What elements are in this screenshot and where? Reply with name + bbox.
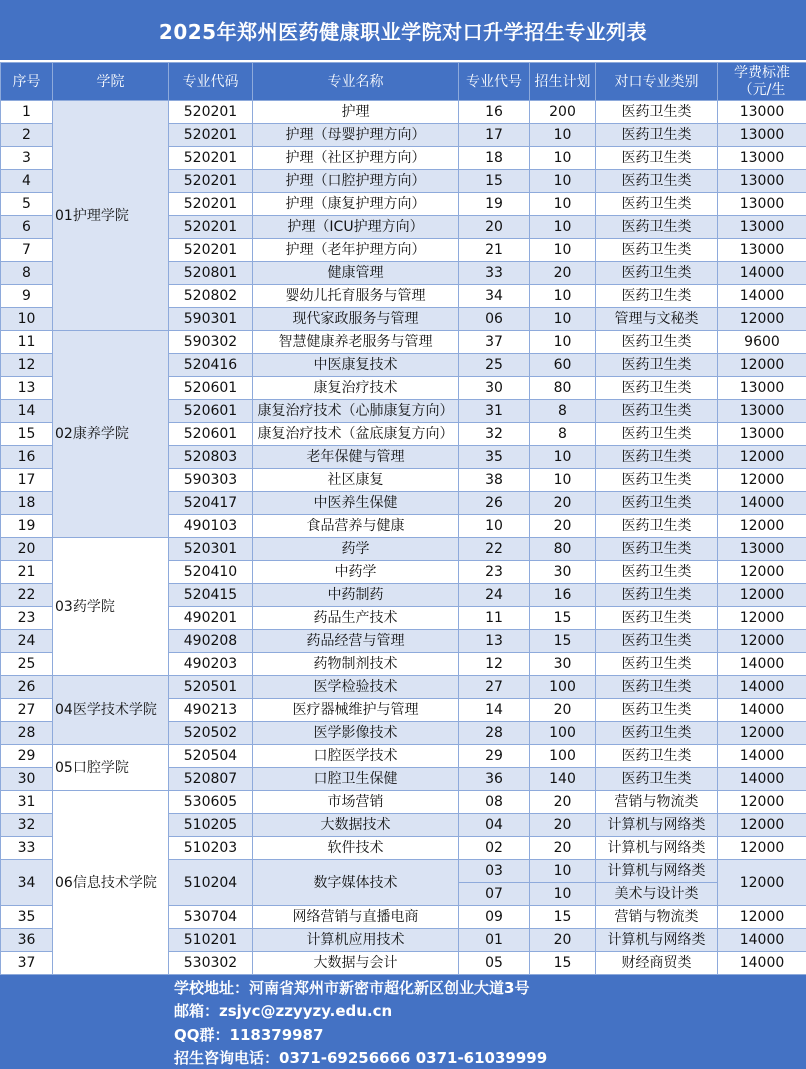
tuition: 13000 <box>718 124 806 147</box>
major-category: 医药卫生类 <box>596 423 718 446</box>
major-number: 29 <box>459 745 530 768</box>
row-index: 11 <box>1 331 53 354</box>
row-index: 19 <box>1 515 53 538</box>
major-name: 护理（老年护理方向） <box>253 239 459 262</box>
header-major-number: 专业代号 <box>459 63 530 101</box>
row-index: 3 <box>1 147 53 170</box>
major-category: 计算机与网络类 <box>596 860 718 883</box>
tuition: 13000 <box>718 193 806 216</box>
college-name: 04医学技术学院 <box>53 676 169 745</box>
enrollment-plan: 10 <box>530 860 596 883</box>
table-row <box>1 791 806 814</box>
footer-phone: 招生咨询电话：0371-69256666 0371-61039999 <box>174 1049 548 1067</box>
tuition: 13000 <box>718 101 806 124</box>
header-tuition: 学费标准（元/生 <box>718 63 806 101</box>
row-index: 33 <box>1 837 53 860</box>
major-number: 18 <box>459 147 530 170</box>
major-category: 医药卫生类 <box>596 101 718 124</box>
college-name: 01护理学院 <box>53 101 169 331</box>
tuition: 12000 <box>718 561 806 584</box>
major-name: 护理（口腔护理方向） <box>253 170 459 193</box>
row-index: 37 <box>1 952 53 975</box>
row-index: 4 <box>1 170 53 193</box>
major-code: 510203 <box>169 837 253 860</box>
row-index: 17 <box>1 469 53 492</box>
major-code: 520201 <box>169 216 253 239</box>
major-category: 医药卫生类 <box>596 469 718 492</box>
row-index: 22 <box>1 584 53 607</box>
enrollment-plan: 20 <box>530 262 596 285</box>
major-name: 婴幼儿托育服务与管理 <box>253 285 459 308</box>
header-category: 对口专业类别 <box>596 63 718 101</box>
enrollment-plan: 20 <box>530 791 596 814</box>
major-code: 520601 <box>169 423 253 446</box>
tuition: 13000 <box>718 423 806 446</box>
major-code: 520504 <box>169 745 253 768</box>
row-index: 12 <box>1 354 53 377</box>
tuition: 14000 <box>718 492 806 515</box>
major-name: 中药学 <box>253 561 459 584</box>
row-index: 35 <box>1 906 53 929</box>
major-name: 现代家政服务与管理 <box>253 308 459 331</box>
enrollment-plan: 80 <box>530 538 596 561</box>
enrollment-plan: 100 <box>530 722 596 745</box>
major-category: 医药卫生类 <box>596 561 718 584</box>
row-index: 13 <box>1 377 53 400</box>
major-name: 市场营销 <box>253 791 459 814</box>
major-code: 520502 <box>169 722 253 745</box>
major-name: 口腔医学技术 <box>253 745 459 768</box>
tuition: 13000 <box>718 239 806 262</box>
row-index: 8 <box>1 262 53 285</box>
enrollment-plan: 15 <box>530 906 596 929</box>
major-category: 医药卫生类 <box>596 745 718 768</box>
footer-contact <box>0 975 806 1069</box>
major-number: 08 <box>459 791 530 814</box>
tuition: 14000 <box>718 676 806 699</box>
major-name: 医疗器械维护与管理 <box>253 699 459 722</box>
major-code: 520201 <box>169 193 253 216</box>
tuition: 12000 <box>718 814 806 837</box>
enrollment-plan: 20 <box>530 837 596 860</box>
row-index: 23 <box>1 607 53 630</box>
enrollment-plan: 100 <box>530 676 596 699</box>
row-index: 18 <box>1 492 53 515</box>
major-category: 医药卫生类 <box>596 699 718 722</box>
enrollment-plan: 8 <box>530 400 596 423</box>
enrollment-plan: 100 <box>530 745 596 768</box>
tuition: 14000 <box>718 745 806 768</box>
major-category: 医药卫生类 <box>596 262 718 285</box>
major-number: 37 <box>459 331 530 354</box>
major-number: 27 <box>459 676 530 699</box>
major-number: 22 <box>459 538 530 561</box>
major-code: 520201 <box>169 147 253 170</box>
row-index: 31 <box>1 791 53 814</box>
major-name: 医学检验技术 <box>253 676 459 699</box>
header-major-code: 专业代码 <box>169 63 253 101</box>
row-index: 24 <box>1 630 53 653</box>
major-name: 医学影像技术 <box>253 722 459 745</box>
enrollment-plan: 10 <box>530 308 596 331</box>
enrollment-plan: 20 <box>530 492 596 515</box>
tuition: 13000 <box>718 538 806 561</box>
row-index: 30 <box>1 768 53 791</box>
row-index: 1 <box>1 101 53 124</box>
tuition: 12000 <box>718 308 806 331</box>
major-code: 490213 <box>169 699 253 722</box>
major-name: 健康管理 <box>253 262 459 285</box>
major-code: 520501 <box>169 676 253 699</box>
major-category: 计算机与网络类 <box>596 814 718 837</box>
row-index: 14 <box>1 400 53 423</box>
major-code: 590301 <box>169 308 253 331</box>
major-category: 医药卫生类 <box>596 147 718 170</box>
major-category: 医药卫生类 <box>596 538 718 561</box>
major-number: 23 <box>459 561 530 584</box>
major-number: 13 <box>459 630 530 653</box>
major-category: 医药卫生类 <box>596 124 718 147</box>
table-row <box>1 745 806 768</box>
major-category: 医药卫生类 <box>596 170 718 193</box>
enrollment-plan: 20 <box>530 814 596 837</box>
row-index: 15 <box>1 423 53 446</box>
major-category: 营销与物流类 <box>596 906 718 929</box>
major-category: 医药卫生类 <box>596 630 718 653</box>
major-category: 医药卫生类 <box>596 193 718 216</box>
enrollment-plan: 20 <box>530 515 596 538</box>
tuition: 14000 <box>718 929 806 952</box>
major-category: 财经商贸类 <box>596 952 718 975</box>
major-number: 16 <box>459 101 530 124</box>
major-number: 24 <box>459 584 530 607</box>
footer-qq: QQ群：118379987 <box>174 1026 324 1044</box>
major-name: 护理（ICU护理方向） <box>253 216 459 239</box>
row-index: 6 <box>1 216 53 239</box>
enrollment-plan: 20 <box>530 929 596 952</box>
header-index: 序号 <box>1 63 53 101</box>
major-category: 医药卫生类 <box>596 515 718 538</box>
major-number: 21 <box>459 239 530 262</box>
college-name: 05口腔学院 <box>53 745 169 791</box>
major-number: 33 <box>459 262 530 285</box>
tuition: 13000 <box>718 147 806 170</box>
major-name: 智慧健康养老服务与管理 <box>253 331 459 354</box>
major-code: 520201 <box>169 170 253 193</box>
major-code: 520415 <box>169 584 253 607</box>
tuition: 12000 <box>718 446 806 469</box>
row-index: 9 <box>1 285 53 308</box>
major-number: 36 <box>459 768 530 791</box>
row-index: 21 <box>1 561 53 584</box>
major-name: 药学 <box>253 538 459 561</box>
tuition: 12000 <box>718 515 806 538</box>
major-category: 计算机与网络类 <box>596 837 718 860</box>
major-name: 食品营养与健康 <box>253 515 459 538</box>
major-code: 520201 <box>169 124 253 147</box>
major-number: 05 <box>459 952 530 975</box>
enrollment-plan: 30 <box>530 561 596 584</box>
major-category: 医药卫生类 <box>596 607 718 630</box>
row-index: 32 <box>1 814 53 837</box>
major-name: 老年保健与管理 <box>253 446 459 469</box>
major-number: 20 <box>459 216 530 239</box>
major-number: 04 <box>459 814 530 837</box>
enrollment-plan: 60 <box>530 354 596 377</box>
major-code: 520201 <box>169 239 253 262</box>
major-code: 590302 <box>169 331 253 354</box>
row-index: 7 <box>1 239 53 262</box>
row-index: 36 <box>1 929 53 952</box>
major-number: 15 <box>459 170 530 193</box>
major-name: 药物制剂技术 <box>253 653 459 676</box>
major-code: 520803 <box>169 446 253 469</box>
page-title: 2025年郑州医药健康职业学院对口升学招生专业列表 <box>0 0 806 60</box>
major-code: 490208 <box>169 630 253 653</box>
major-name: 软件技术 <box>253 837 459 860</box>
enrollment-plan: 10 <box>530 216 596 239</box>
major-code: 520410 <box>169 561 253 584</box>
major-code: 520601 <box>169 377 253 400</box>
row-index: 5 <box>1 193 53 216</box>
row-index: 25 <box>1 653 53 676</box>
table-row <box>1 538 806 561</box>
table-row <box>1 331 806 354</box>
enrollment-plan: 200 <box>530 101 596 124</box>
major-number: 32 <box>459 423 530 446</box>
major-number: 12 <box>459 653 530 676</box>
major-category: 医药卫生类 <box>596 676 718 699</box>
enrollment-plan: 20 <box>530 699 596 722</box>
row-index: 34 <box>1 860 53 906</box>
major-code: 510204 <box>169 860 253 906</box>
tuition: 13000 <box>718 170 806 193</box>
enrollment-plan: 10 <box>530 446 596 469</box>
enrollment-plan: 15 <box>530 607 596 630</box>
tuition: 14000 <box>718 768 806 791</box>
major-name: 大数据与会计 <box>253 952 459 975</box>
major-number: 38 <box>459 469 530 492</box>
major-name: 网络营销与直播电商 <box>253 906 459 929</box>
major-number: 17 <box>459 124 530 147</box>
major-code: 520601 <box>169 400 253 423</box>
major-number: 30 <box>459 377 530 400</box>
enrollment-plan: 10 <box>530 331 596 354</box>
enrollment-plan: 30 <box>530 653 596 676</box>
tuition: 14000 <box>718 952 806 975</box>
major-category: 医药卫生类 <box>596 722 718 745</box>
major-code: 530704 <box>169 906 253 929</box>
tuition: 12000 <box>718 791 806 814</box>
college-name: 02康养学院 <box>53 331 169 538</box>
major-number: 31 <box>459 400 530 423</box>
major-category: 医药卫生类 <box>596 400 718 423</box>
major-name: 护理（康复护理方向） <box>253 193 459 216</box>
major-category: 计算机与网络类 <box>596 929 718 952</box>
major-number: 11 <box>459 607 530 630</box>
major-number: 03 <box>459 860 530 883</box>
major-code: 520301 <box>169 538 253 561</box>
major-category: 管理与文秘类 <box>596 308 718 331</box>
major-category: 医药卫生类 <box>596 354 718 377</box>
enrollment-plan: 10 <box>530 124 596 147</box>
major-number: 25 <box>459 354 530 377</box>
major-name: 康复治疗技术（盆底康复方向） <box>253 423 459 446</box>
major-category: 医药卫生类 <box>596 285 718 308</box>
major-number: 06 <box>459 308 530 331</box>
major-number: 19 <box>459 193 530 216</box>
major-category: 医药卫生类 <box>596 216 718 239</box>
major-name: 药品经营与管理 <box>253 630 459 653</box>
enrollment-plan: 15 <box>530 630 596 653</box>
major-code: 490201 <box>169 607 253 630</box>
tuition: 9600 <box>718 331 806 354</box>
major-code: 490203 <box>169 653 253 676</box>
header-major-name: 专业名称 <box>253 63 459 101</box>
major-number: 07 <box>459 883 530 906</box>
major-name: 护理（母婴护理方向） <box>253 124 459 147</box>
college-name: 03药学院 <box>53 538 169 676</box>
major-name: 数字媒体技术 <box>253 860 459 906</box>
tuition: 12000 <box>718 584 806 607</box>
major-number: 09 <box>459 906 530 929</box>
major-category: 医药卫生类 <box>596 492 718 515</box>
table-row <box>1 676 806 699</box>
major-name: 中医养生保健 <box>253 492 459 515</box>
enrollment-plan: 140 <box>530 768 596 791</box>
major-code: 590303 <box>169 469 253 492</box>
major-name: 康复治疗技术（心肺康复方向） <box>253 400 459 423</box>
major-name: 社区康复 <box>253 469 459 492</box>
major-number: 01 <box>459 929 530 952</box>
major-name: 护理（社区护理方向） <box>253 147 459 170</box>
major-category: 医药卫生类 <box>596 377 718 400</box>
table-header-row <box>1 63 806 101</box>
college-name: 06信息技术学院 <box>53 791 169 975</box>
major-name: 药品生产技术 <box>253 607 459 630</box>
major-name: 计算机应用技术 <box>253 929 459 952</box>
tuition: 12000 <box>718 722 806 745</box>
row-index: 28 <box>1 722 53 745</box>
major-code: 520201 <box>169 101 253 124</box>
major-number: 02 <box>459 837 530 860</box>
major-code: 520417 <box>169 492 253 515</box>
major-name: 大数据技术 <box>253 814 459 837</box>
major-number: 28 <box>459 722 530 745</box>
tuition: 12000 <box>718 469 806 492</box>
tuition: 14000 <box>718 285 806 308</box>
major-code: 520802 <box>169 285 253 308</box>
major-number: 26 <box>459 492 530 515</box>
enrollment-plan: 16 <box>530 584 596 607</box>
header-enrollment-plan: 招生计划 <box>530 63 596 101</box>
enrollment-plan: 10 <box>530 170 596 193</box>
enrollment-plan: 10 <box>530 193 596 216</box>
row-index: 26 <box>1 676 53 699</box>
majors-table <box>0 62 806 975</box>
major-code: 510201 <box>169 929 253 952</box>
major-number: 14 <box>459 699 530 722</box>
tuition: 12000 <box>718 630 806 653</box>
enrollment-plan: 10 <box>530 285 596 308</box>
row-index: 10 <box>1 308 53 331</box>
major-category: 医药卫生类 <box>596 584 718 607</box>
tuition: 13000 <box>718 400 806 423</box>
enrollment-plan: 10 <box>530 239 596 262</box>
footer-address: 学校地址：河南省郑州市新密市超化新区创业大道3号 <box>174 979 530 997</box>
enrollment-plan: 80 <box>530 377 596 400</box>
major-category: 医药卫生类 <box>596 331 718 354</box>
row-index: 20 <box>1 538 53 561</box>
row-index: 2 <box>1 124 53 147</box>
major-code: 530605 <box>169 791 253 814</box>
row-index: 29 <box>1 745 53 768</box>
enrollment-plan: 10 <box>530 883 596 906</box>
major-category: 营销与物流类 <box>596 791 718 814</box>
major-category: 医药卫生类 <box>596 768 718 791</box>
major-category: 美术与设计类 <box>596 883 718 906</box>
row-index: 16 <box>1 446 53 469</box>
tuition: 12000 <box>718 906 806 929</box>
tuition: 12000 <box>718 837 806 860</box>
major-number: 35 <box>459 446 530 469</box>
tuition: 12000 <box>718 860 806 906</box>
tuition: 14000 <box>718 653 806 676</box>
major-name: 口腔卫生保健 <box>253 768 459 791</box>
major-name: 中医康复技术 <box>253 354 459 377</box>
tuition: 12000 <box>718 607 806 630</box>
enrollment-plan: 15 <box>530 952 596 975</box>
major-code: 510205 <box>169 814 253 837</box>
major-name: 中药制药 <box>253 584 459 607</box>
tuition: 14000 <box>718 699 806 722</box>
major-category: 医药卫生类 <box>596 653 718 676</box>
row-index: 27 <box>1 699 53 722</box>
major-code: 520416 <box>169 354 253 377</box>
enrollment-plan: 10 <box>530 147 596 170</box>
table-row <box>1 101 806 124</box>
major-code: 530302 <box>169 952 253 975</box>
footer-email: 邮箱：zsjyc@zzyyzy.edu.cn <box>174 1002 393 1020</box>
major-code: 490103 <box>169 515 253 538</box>
tuition: 12000 <box>718 354 806 377</box>
major-code: 520801 <box>169 262 253 285</box>
enrollment-plan: 8 <box>530 423 596 446</box>
major-number: 10 <box>459 515 530 538</box>
header-college: 学院 <box>53 63 169 101</box>
tuition: 13000 <box>718 377 806 400</box>
tuition: 13000 <box>718 216 806 239</box>
tuition: 14000 <box>718 262 806 285</box>
major-name: 康复治疗技术 <box>253 377 459 400</box>
major-number: 34 <box>459 285 530 308</box>
major-category: 医药卫生类 <box>596 239 718 262</box>
enrollment-plan: 10 <box>530 469 596 492</box>
major-code: 520807 <box>169 768 253 791</box>
major-name: 护理 <box>253 101 459 124</box>
major-category: 医药卫生类 <box>596 446 718 469</box>
